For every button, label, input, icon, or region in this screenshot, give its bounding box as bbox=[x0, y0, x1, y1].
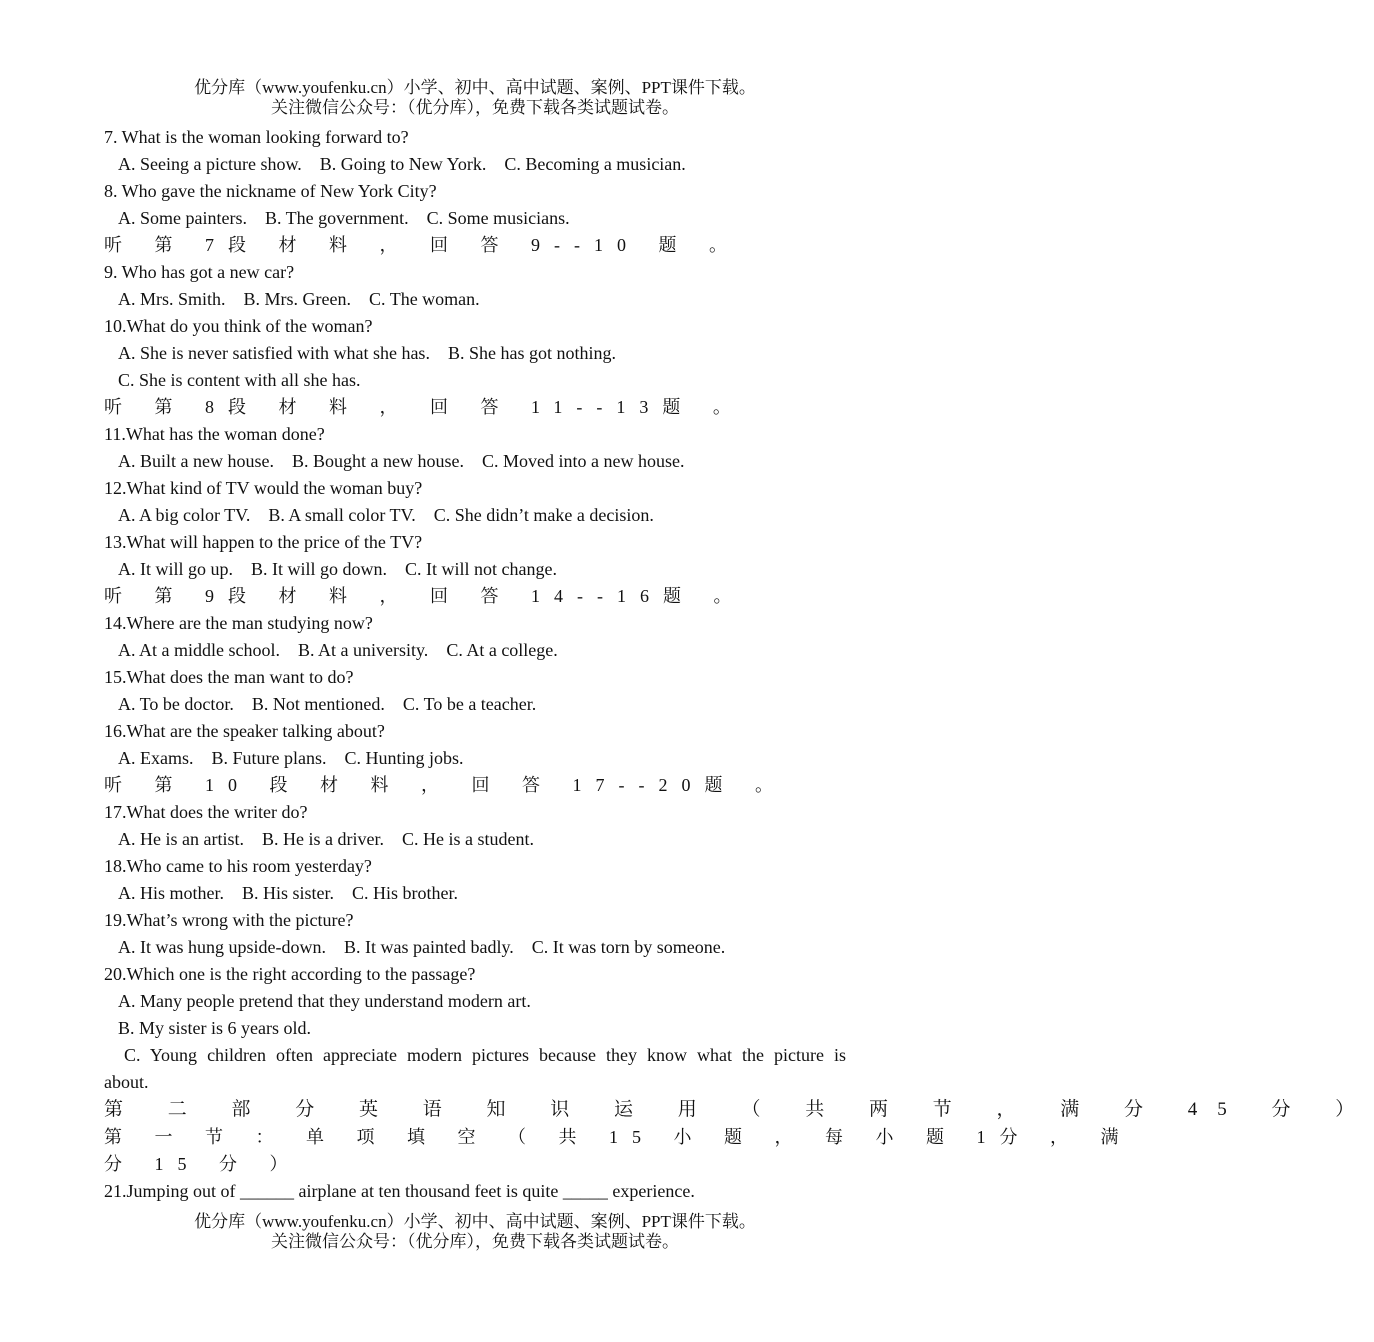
answer-option: A. Seeing a picture show. bbox=[118, 154, 302, 174]
option-row bbox=[104, 367, 846, 394]
header-line-2: 关注微信公众号：（优分库），免费下载各类试题试卷。 bbox=[271, 98, 679, 117]
section-heading: 听 第 10 段 材 料 ， 回 答 17--20题 。 bbox=[104, 775, 787, 795]
section-heading: 听 第 7段 材 料 ， 回 答 9--10 题 。 bbox=[104, 235, 741, 255]
question-stem: 11.What has the woman done? bbox=[104, 424, 325, 444]
option-row bbox=[104, 502, 846, 529]
answer-option: C. She is content with all she has. bbox=[118, 370, 361, 390]
question-stem: 17.What does the writer do? bbox=[104, 802, 308, 822]
option-row bbox=[104, 340, 846, 367]
section-one-heading-line2: 分 15 分 ） bbox=[104, 1154, 302, 1174]
question-stem: 18.Who came to his room yesterday? bbox=[104, 856, 372, 876]
footer-line-2: 关注微信公众号：（优分库），免费下载各类试题试卷。 bbox=[271, 1232, 679, 1251]
answer-option: A. She is never satisfied with what she has. bbox=[118, 343, 430, 363]
answer-option: A. Mrs. Smith. bbox=[118, 289, 226, 309]
question-stem: 14.Where are the man studying now? bbox=[104, 613, 373, 633]
question-stem: 8. Who gave the nickname of New York City? bbox=[104, 181, 437, 201]
answer-option: C. It will not change. bbox=[405, 559, 557, 579]
question-20-stem: 20.Which one is the right according to the passage? bbox=[104, 964, 476, 984]
answer-option: B. Bought a new house. bbox=[291, 451, 464, 471]
option-row bbox=[104, 880, 846, 907]
answer-option: C. Some musicians. bbox=[426, 208, 570, 228]
page-footer bbox=[0, 1212, 950, 1252]
section-heading: 听 第 9段 材 料 ， 回 答 14--16题 。 bbox=[104, 586, 746, 606]
option-row bbox=[104, 556, 846, 583]
answer-option: C. His brother. bbox=[352, 883, 459, 903]
answer-option: B. A small color TV. bbox=[268, 505, 416, 525]
answer-option: C. Moved into a new house. bbox=[481, 451, 685, 471]
answer-option: B. Future plans. bbox=[211, 748, 327, 768]
answer-option: B. Mrs. Green. bbox=[243, 289, 352, 309]
answer-option: C. Becoming a musician. bbox=[504, 154, 686, 174]
question-stem: 7. What is the woman looking forward to? bbox=[104, 127, 409, 147]
question-list bbox=[104, 124, 846, 961]
answer-option: C. It was torn by someone. bbox=[531, 937, 726, 957]
answer-option: A. A big color TV. bbox=[118, 505, 251, 525]
answer-option: B. The government. bbox=[264, 208, 409, 228]
option-row bbox=[104, 448, 846, 475]
question-20-option-b: B. My sister is 6 years old. bbox=[118, 1018, 311, 1038]
option-row bbox=[104, 151, 846, 178]
answer-option: B. At a university. bbox=[297, 640, 429, 660]
option-row bbox=[104, 826, 846, 853]
option-row bbox=[104, 637, 846, 664]
question-20-option-c-line2: about. bbox=[104, 1072, 149, 1092]
answer-option: A. He is an artist. bbox=[118, 829, 244, 849]
question-20-option-c-line1: C. Young children often appreciate modern pictures because they know what the picture is bbox=[124, 1045, 846, 1065]
answer-option: C. She didn’t make a decision. bbox=[433, 505, 654, 525]
answer-option: C. He is a student. bbox=[401, 829, 534, 849]
answer-option: C. The woman. bbox=[369, 289, 480, 309]
answer-option: B. He is a driver. bbox=[261, 829, 384, 849]
question-stem: 13.What will happen to the price of the TV? bbox=[104, 532, 423, 552]
option-row bbox=[104, 691, 846, 718]
option-row bbox=[104, 286, 846, 313]
answer-option: A. It was hung upside-down. bbox=[118, 937, 326, 957]
answer-option: A. Exams. bbox=[118, 748, 194, 768]
answer-option: A. To be doctor. bbox=[118, 694, 234, 714]
answer-option: C. To be a teacher. bbox=[402, 694, 537, 714]
answer-option: B. His sister. bbox=[242, 883, 335, 903]
header-line-1: 优分库（www.youfenku.cn）小学、初中、高中试题、案例、PPT课件下载。 bbox=[194, 78, 756, 97]
question-stem: 19.What’s wrong with the picture? bbox=[104, 910, 354, 930]
question-20-option-a: A. Many people pretend that they understand modern art. bbox=[118, 991, 531, 1011]
question-stem: 15.What does the man want to do? bbox=[104, 667, 354, 687]
answer-option: A. It will go up. bbox=[118, 559, 233, 579]
answer-option: A. His mother. bbox=[118, 883, 224, 903]
section-heading: 听 第 8段 材 料 ， 回 答 11--13题 。 bbox=[104, 397, 745, 417]
answer-option: B. It was painted badly. bbox=[343, 937, 514, 957]
question-stem: 12.What kind of TV would the woman buy? bbox=[104, 478, 423, 498]
answer-option: B. It will go down. bbox=[251, 559, 388, 579]
answer-option: A. Some painters. bbox=[118, 208, 247, 228]
question-stem: 16.What are the speaker talking about? bbox=[104, 721, 385, 741]
option-row bbox=[104, 745, 846, 772]
answer-option: A. Built a new house. bbox=[118, 451, 274, 471]
page-header bbox=[0, 78, 950, 118]
footer-line-1: 优分库（www.youfenku.cn）小学、初中、高中试题、案例、PPT课件下载。 bbox=[194, 1212, 756, 1231]
option-row bbox=[104, 205, 846, 232]
answer-option: B. Going to New York. bbox=[319, 154, 487, 174]
question-21-stem: 21.Jumping out of ______ airplane at ten thousand feet is quite _____ experience. bbox=[104, 1181, 695, 1201]
option-row bbox=[104, 934, 846, 961]
question-20-block bbox=[104, 961, 1374, 1205]
section-one-heading-line1: 第 一 节 ： 单 项 填 空 （ 共 15 小 题 ， 每 小 题 1分 ， 满 bbox=[104, 1127, 1133, 1147]
answer-option: A. At a middle school. bbox=[118, 640, 280, 660]
answer-option: B. Not mentioned. bbox=[251, 694, 385, 714]
answer-option: B. She has got nothing. bbox=[447, 343, 616, 363]
answer-option: C. At a college. bbox=[446, 640, 558, 660]
part-two-title: 第 二 部 分 英 语 知 识 运 用 （ 共 两 节 ， 满 分 45 分 ） bbox=[104, 1099, 1374, 1120]
answer-option: C. Hunting jobs. bbox=[344, 748, 464, 768]
question-stem: 10.What do you think of the woman? bbox=[104, 316, 373, 336]
question-stem: 9. Who has got a new car? bbox=[104, 262, 295, 282]
